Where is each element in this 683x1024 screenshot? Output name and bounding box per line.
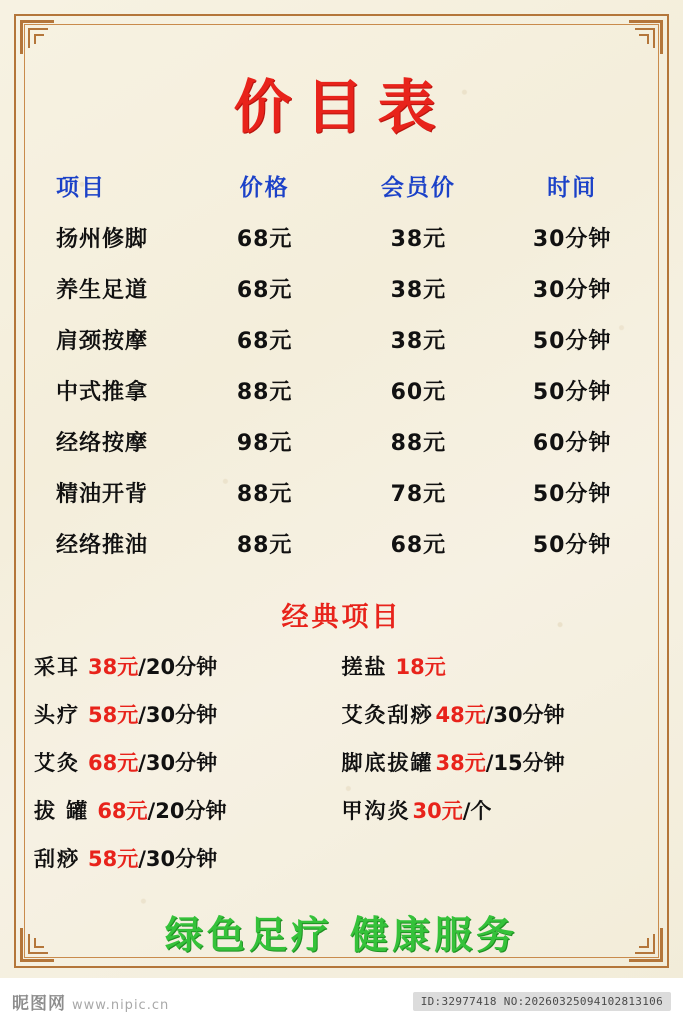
cell-time: 30分钟 [532, 278, 612, 303]
cell-time: 50分钟 [532, 380, 612, 405]
classic-label: 搓盐 [341, 655, 388, 679]
cell-price: 88元 [236, 380, 293, 405]
price-table [34, 168, 649, 569]
classic-duration: /30分钟 [138, 847, 218, 871]
watermark-logo: 昵图网 [12, 993, 66, 1014]
classic-price: 68元 [97, 799, 148, 823]
classic-label: 采耳 [34, 655, 80, 679]
classic-cell-right [342, 834, 650, 882]
classic-duration: /30分钟 [138, 751, 218, 775]
classic-duration: /20分钟 [138, 655, 218, 679]
slogan: 绿色足疗 健康服务 [164, 913, 519, 957]
classic-price: 58元 [88, 703, 139, 727]
cell-item-name: 经络按摩 [56, 431, 149, 456]
cell-member-price: 60元 [390, 380, 447, 405]
classic-row [34, 786, 649, 834]
watermark-bar [0, 978, 683, 1024]
section-title-classic: 经典项目 [281, 602, 402, 633]
cell-member-price: 88元 [390, 431, 447, 456]
classic-price: 18元 [395, 655, 446, 679]
table-row [34, 263, 649, 314]
classic-cell-left [34, 834, 342, 882]
cell-item-name: 中式推拿 [56, 380, 149, 405]
classic-label: 拔 罐 [34, 799, 90, 823]
classic-duration: /15分钟 [485, 751, 565, 775]
column-header-member-price: 会员价 [380, 175, 456, 201]
cell-member-price: 38元 [390, 227, 447, 252]
cell-item-name: 扬州修脚 [56, 227, 149, 252]
classic-price: 58元 [88, 847, 139, 871]
classic-duration: /30分钟 [138, 703, 218, 727]
image-id-badge: ID:32977418 NO:20260325094102813106 [413, 992, 671, 1011]
cell-price: 88元 [236, 533, 293, 558]
column-header-item: 项目 [56, 175, 106, 201]
table-row [34, 314, 649, 365]
table-row [34, 416, 649, 467]
table-row [34, 467, 649, 518]
classic-label: 头疗 [34, 703, 80, 727]
column-header-time: 时间 [547, 175, 598, 201]
classic-cell-right [342, 690, 650, 738]
cell-member-price: 38元 [390, 278, 447, 303]
cell-time: 50分钟 [532, 482, 612, 507]
cell-price: 98元 [236, 431, 293, 456]
classic-price: 30元 [412, 799, 463, 823]
classic-label: 刮痧 [34, 847, 80, 871]
cell-price: 68元 [236, 329, 293, 354]
cell-item-name: 经络推油 [56, 533, 149, 558]
classic-cell-right [342, 738, 650, 786]
cell-time: 50分钟 [532, 329, 612, 354]
classic-row [34, 738, 649, 786]
cell-price: 68元 [236, 278, 293, 303]
cell-price: 68元 [236, 227, 293, 252]
cell-member-price: 38元 [390, 329, 447, 354]
cell-item-name: 精油开背 [56, 482, 149, 507]
column-header-price: 价格 [239, 175, 290, 201]
cell-item-name: 养生足道 [56, 278, 149, 303]
classic-cell-left [34, 738, 342, 786]
cell-item-name: 肩颈按摩 [56, 329, 149, 354]
classic-label: 艾灸刮痧 [341, 703, 434, 727]
classic-row [34, 834, 649, 882]
cell-price: 88元 [236, 482, 293, 507]
table-row [34, 518, 649, 569]
classic-cell-left [34, 786, 342, 834]
cell-time: 50分钟 [532, 533, 612, 558]
poster-content [34, 34, 649, 957]
cell-time: 30分钟 [532, 227, 612, 252]
table-header-row [34, 168, 649, 212]
watermark-url: www.nipic.cn [72, 997, 170, 1013]
classic-cell-right [342, 786, 650, 834]
classic-price: 38元 [88, 655, 139, 679]
classic-duration: /个 [462, 799, 492, 823]
classic-price: 48元 [435, 703, 486, 727]
classic-duration: /20分钟 [147, 799, 227, 823]
cell-member-price: 68元 [390, 533, 447, 558]
classic-label: 脚底拔罐 [341, 751, 434, 775]
cell-member-price: 78元 [390, 482, 447, 507]
classic-label: 艾灸 [34, 751, 80, 775]
watermark [12, 989, 169, 1014]
page-title: 价目表 [233, 73, 450, 141]
classic-row [34, 642, 649, 690]
classic-price: 68元 [88, 751, 139, 775]
classic-cell-right [342, 642, 650, 690]
classic-price: 38元 [435, 751, 486, 775]
classic-duration: /30分钟 [485, 703, 565, 727]
table-row [34, 212, 649, 263]
classic-cell-left [34, 642, 342, 690]
classic-items-table [34, 642, 649, 882]
table-row [34, 365, 649, 416]
classic-cell-left [34, 690, 342, 738]
cell-time: 60分钟 [532, 431, 612, 456]
classic-label: 甲沟炎 [341, 799, 411, 823]
classic-row [34, 690, 649, 738]
